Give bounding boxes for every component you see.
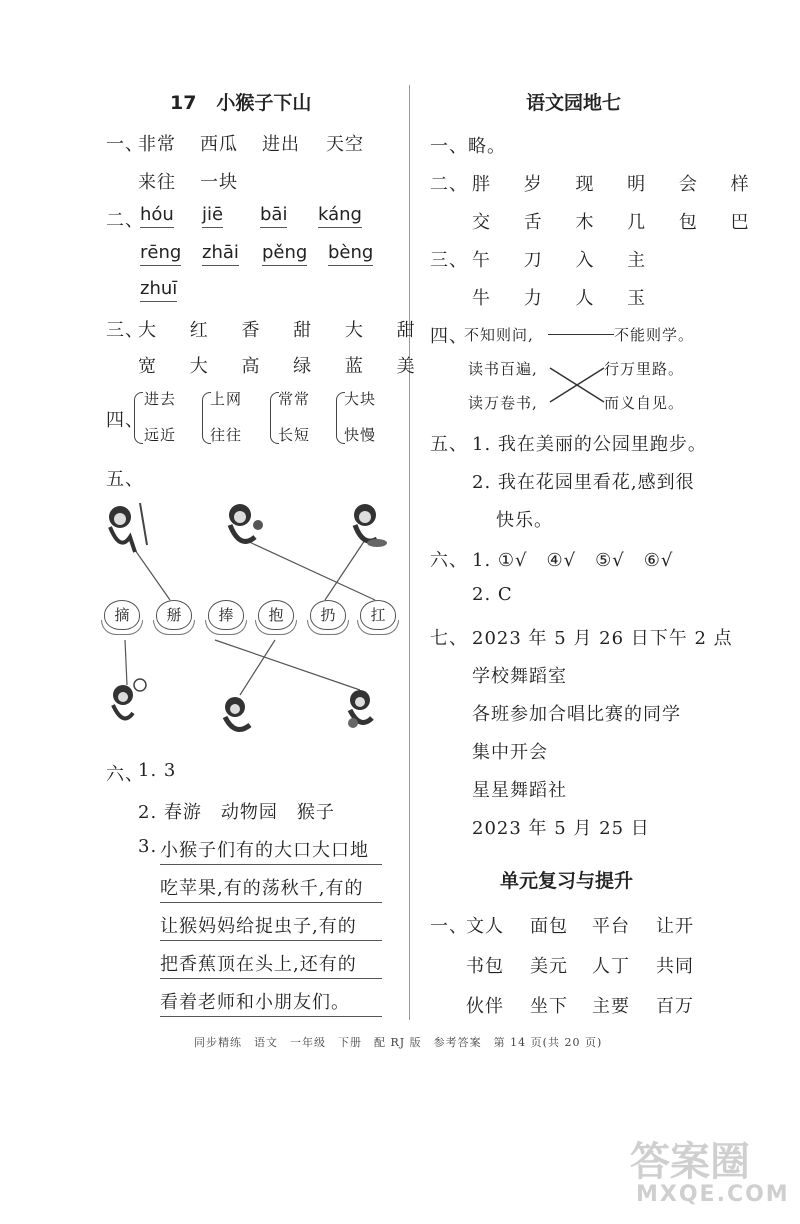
notice-line: 集中开会 bbox=[472, 742, 548, 763]
q6-answer-line: 让猴妈妈给捉虫子,有的 bbox=[160, 912, 382, 941]
q4-word: 大块 bbox=[344, 390, 377, 408]
peach-char: 抱 bbox=[258, 600, 294, 630]
peach-char: 扔 bbox=[310, 600, 346, 630]
unit-title: 单元复习与提升 bbox=[500, 870, 634, 892]
peach-char: 捧 bbox=[208, 600, 244, 630]
q6-answer-line: 看着老师和小朋友们。 bbox=[160, 988, 382, 1017]
q1-word: 进出 bbox=[262, 134, 300, 155]
right-title: 语文园地七 bbox=[526, 92, 622, 114]
u1-word: 伙伴 bbox=[466, 996, 504, 1017]
q4-word: 进去 bbox=[144, 390, 177, 408]
peach-char: 扛 bbox=[360, 600, 396, 630]
page-footer: 同步精练 语文 一年级 下册 配 RJ 版 参考答案 第 14 页(共 20 页) bbox=[194, 1036, 603, 1049]
monkey-icon bbox=[229, 504, 263, 541]
r-q2-label: 二、 bbox=[430, 174, 468, 195]
q4-phrase: 读书百遍, bbox=[468, 360, 538, 378]
q1-word: 来往 bbox=[138, 172, 176, 193]
monkey-icon bbox=[109, 503, 147, 552]
q4-phrase: 行万里路。 bbox=[604, 360, 685, 378]
pinyin: jiē bbox=[202, 204, 223, 228]
monkey-icon bbox=[348, 690, 372, 728]
u1-word: 让开 bbox=[656, 916, 694, 937]
monkey-icon bbox=[113, 679, 146, 718]
r-q4-label: 四、 bbox=[430, 326, 468, 347]
r-q5-item: 1. 我在美丽的公园里跑步。 bbox=[472, 434, 707, 455]
q1-word: 一块 bbox=[200, 172, 238, 193]
r-q3-row: 牛 力 人 玉 bbox=[472, 288, 660, 309]
pinyin: bèng bbox=[328, 242, 373, 266]
q4-label: 四、 bbox=[106, 410, 144, 431]
q1-word: 非常 bbox=[138, 134, 176, 155]
q4-word: 快慢 bbox=[344, 426, 377, 444]
notice-line: 星星舞蹈社 bbox=[472, 780, 567, 801]
pinyin: zhāi bbox=[202, 242, 239, 266]
notice-line: 2023 年 5 月 26 日下午 2 点 bbox=[472, 628, 733, 649]
r-q5-item: 快乐。 bbox=[496, 510, 553, 531]
r-q5-item: 2. 我在花园里看花,感到很 bbox=[472, 472, 695, 493]
pinyin: káng bbox=[318, 204, 362, 228]
notice-line: 2023 年 5 月 25 日 bbox=[472, 818, 650, 839]
q3-row: 宽 大 高 绿 蓝 美 bbox=[138, 356, 429, 377]
notice-line: 学校舞蹈室 bbox=[472, 666, 567, 687]
r-q2-row: 胖 岁 现 明 会 样 bbox=[472, 174, 763, 195]
notice-line: 各班参加合唱比赛的同学 bbox=[472, 704, 681, 725]
u1-word: 文人 bbox=[466, 916, 504, 937]
r-q6-item: 1. ①√ ④√ ⑤√ ⑥√ bbox=[472, 550, 674, 571]
lesson-title: 小猴子下山 bbox=[216, 92, 312, 114]
r-q7-label: 七、 bbox=[430, 628, 468, 649]
q4-word: 常常 bbox=[278, 390, 311, 408]
q6-item: 1. 3 bbox=[138, 760, 177, 781]
peach-char: 摘 bbox=[104, 600, 140, 630]
u1-word: 共同 bbox=[656, 956, 694, 977]
q3-label: 三、 bbox=[106, 320, 144, 341]
u1-word: 坐下 bbox=[530, 996, 568, 1017]
u1-label: 一、 bbox=[430, 916, 468, 937]
u1-word: 面包 bbox=[530, 916, 568, 937]
watermark-url: MXQE.COM bbox=[636, 1182, 790, 1207]
u1-word: 百万 bbox=[656, 996, 694, 1017]
r-q3-row: 午 刀 入 主 bbox=[472, 250, 660, 271]
q3-row: 大 红 香 甜 大 甜 bbox=[138, 320, 429, 341]
q6-item: 2. 春游 动物园 猴子 bbox=[138, 802, 335, 823]
q6-item-num: 3. bbox=[138, 836, 158, 857]
r-q3-label: 三、 bbox=[430, 250, 468, 271]
u1-word: 美元 bbox=[530, 956, 568, 977]
r-q6-label: 六、 bbox=[430, 550, 468, 571]
q6-answer-line: 把香蕉顶在头上,还有的 bbox=[160, 950, 382, 979]
q6-answer-line: 吃苹果,有的荡秋千,有的 bbox=[160, 874, 382, 903]
r-q5-label: 五、 bbox=[430, 434, 468, 455]
q4-word: 长短 bbox=[278, 426, 311, 444]
u1-word: 人丁 bbox=[592, 956, 630, 977]
pinyin: bāi bbox=[260, 204, 287, 228]
u1-word: 平台 bbox=[592, 916, 630, 937]
q5-label: 五、 bbox=[106, 469, 144, 490]
q4-word: 往往 bbox=[210, 426, 243, 444]
pinyin: zhuī bbox=[140, 278, 177, 302]
left-title bbox=[170, 88, 311, 115]
q1-label: 一、 bbox=[106, 134, 144, 155]
u1-word: 书包 bbox=[466, 956, 504, 977]
q6-answer-line: 小猴子们有的大口大口地 bbox=[160, 836, 382, 865]
u1-word: 主要 bbox=[592, 996, 630, 1017]
q1-word: 西瓜 bbox=[200, 134, 238, 155]
watermark-logo: 答案圈 bbox=[630, 1139, 750, 1185]
pinyin: hóu bbox=[140, 204, 174, 228]
peach-char: 掰 bbox=[156, 600, 192, 630]
r-q1: 一、略。 bbox=[430, 136, 506, 157]
cross-match-lines bbox=[548, 362, 608, 408]
q4-phrase: 而义自见。 bbox=[604, 394, 685, 412]
q6-label: 六、 bbox=[106, 764, 144, 785]
q4-phrase: 不知则问, bbox=[464, 326, 534, 344]
q1-word: 天空 bbox=[326, 134, 364, 155]
q2-label: 二、 bbox=[106, 210, 144, 231]
answer-line bbox=[548, 334, 614, 335]
monkey-icon bbox=[354, 504, 387, 547]
column-divider bbox=[409, 85, 410, 1020]
r-q2-row: 交 舌 木 几 包 巴 bbox=[472, 212, 763, 233]
monkey-icon bbox=[225, 697, 250, 730]
pinyin: pěng bbox=[262, 242, 307, 266]
brace bbox=[134, 392, 143, 444]
q4-word: 上网 bbox=[210, 390, 243, 408]
q4-word: 远近 bbox=[144, 426, 177, 444]
r-q6-item: 2. C bbox=[472, 584, 513, 605]
pinyin: rēng bbox=[140, 242, 181, 266]
lesson-number: 17 bbox=[170, 92, 197, 114]
q4-phrase: 不能则学。 bbox=[614, 326, 695, 344]
q4-phrase: 读万卷书, bbox=[468, 394, 538, 412]
